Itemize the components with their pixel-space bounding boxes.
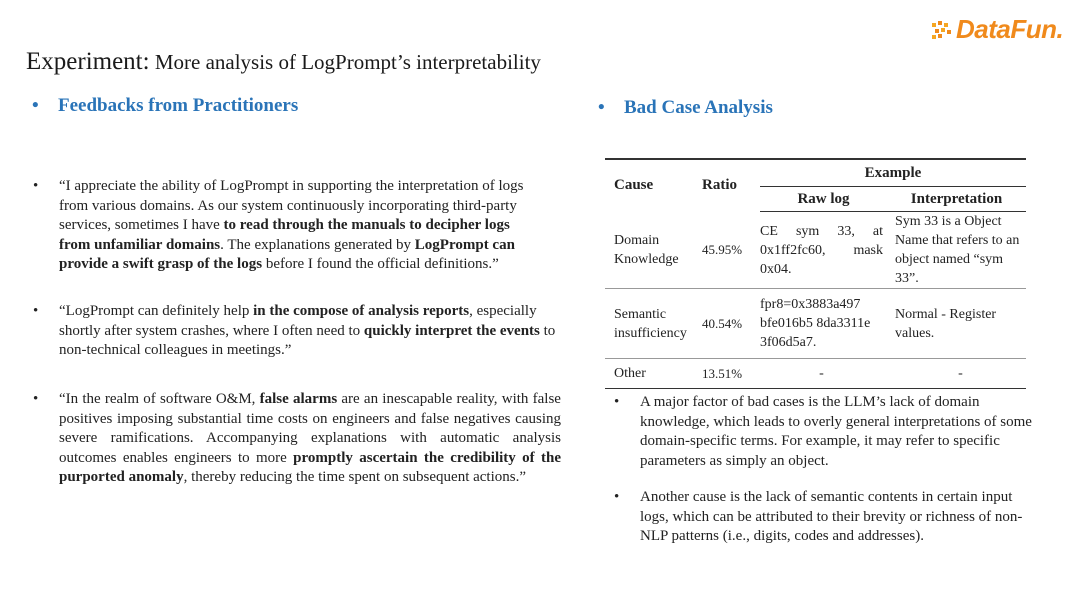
datafun-logo	[930, 14, 1063, 45]
cell-interpretation: -	[887, 359, 1026, 389]
bullet-dot: •	[614, 394, 620, 410]
cell-raw-log: -	[760, 359, 887, 389]
note-text: A major factor of bad cases is the LLM’s lack of domain knowledge, which leads to overly general interpretations of some domain-specific terms. For example, it may refer to specific parameters as simply an object.	[640, 394, 1032, 469]
cell-cause: Other	[605, 359, 702, 389]
note-item	[614, 488, 1039, 547]
page-title	[26, 40, 541, 77]
cell-raw-log: CE sym 33, at 0x1ff2fc60, mask 0x04.	[760, 212, 887, 289]
header-interpretation: Interpretation	[887, 187, 1026, 212]
cell-raw-log: fpr8=0x3883a497 bfe016b5 8da3311e 3f06d5a7.	[760, 289, 887, 359]
table-row	[605, 212, 1026, 289]
quote-segment: are an inescapable reality, with false positives imposing substantial time costs on engineers and false negatives causing severe ramifications. Accompanying explanations with automatic analysis outcomes enables engineers to more	[59, 391, 561, 466]
quote-emphasis: promptly ascertain the credibility of the purported anomaly	[59, 449, 561, 485]
quote-emphasis: to read through the manuals to decipher logs from unfamiliar domains	[59, 217, 510, 253]
note-item	[614, 393, 1034, 471]
cell-cause: Semantic insufficiency	[605, 289, 702, 359]
quote-segment: before I found the official definitions.”	[262, 256, 499, 272]
quote-emphasis: in the compose of analysis reports	[253, 303, 470, 319]
quote-emphasis: LogPrompt can provide a swift grasp of the logs	[59, 236, 515, 272]
cell-ratio: 13.51%	[702, 359, 760, 389]
bad-case-heading	[598, 97, 773, 119]
header-ratio: Ratio	[702, 159, 760, 212]
title-lead: Experiment:	[26, 48, 150, 75]
bad-case-table	[605, 158, 1026, 389]
cell-interpretation: Sym 33 is a Object Name that refers to an object named “sym 33”.	[887, 212, 1026, 289]
quote-text	[33, 390, 561, 488]
table-row	[605, 289, 1026, 359]
bullet-dot: •	[33, 303, 39, 319]
header-raw-log: Raw log	[760, 187, 887, 212]
logo-text: DataFun.	[956, 14, 1064, 44]
bad-case-heading-label: Bad Case Analysis	[624, 97, 773, 118]
quote-emphasis: false alarms	[259, 391, 338, 407]
quote-segment: , thereby reducing the time spent on subsequent actions.”	[183, 469, 527, 485]
cell-cause: Domain Knowledge	[605, 212, 702, 289]
header-cause: Cause	[605, 159, 702, 212]
bullet-dot: •	[32, 95, 39, 116]
quote-segment: “LogPrompt can definitely help	[59, 303, 254, 319]
quote-segment: “In the realm of software O&M,	[59, 391, 260, 407]
quote-segment: “I appreciate the ability of LogPrompt in supporting the interpretation of logs from various domains. As our system continuously incorporating third-party services, sometimes I have	[59, 178, 524, 233]
title-rest: More analysis of LogPrompt’s interpretability	[149, 50, 541, 74]
bullet-dot: •	[614, 489, 620, 505]
bullet-dot: •	[33, 178, 39, 194]
bullet-dot: •	[598, 97, 605, 118]
bullet-dot: •	[33, 391, 39, 407]
cell-interpretation: Normal - Register values.	[887, 289, 1026, 359]
table-row	[605, 359, 1026, 389]
header-example: Example	[760, 159, 1026, 187]
logo-dots-icon	[930, 19, 954, 41]
feedback-heading	[32, 95, 298, 117]
cell-ratio: 40.54%	[702, 289, 760, 359]
quote-segment: . The explanations generated by	[220, 236, 415, 253]
table-header-row	[605, 159, 1026, 187]
quote-item	[33, 302, 568, 361]
quote-segment: , especially shortly after system crashes, where I often need to	[59, 303, 537, 339]
quote-text	[33, 177, 538, 275]
feedback-heading-label: Feedbacks from Practitioners	[58, 95, 299, 116]
quote-item	[33, 177, 538, 275]
quote-emphasis: quickly interpret the events	[363, 322, 540, 339]
quote-text	[33, 302, 568, 361]
note-text: Another cause is the lack of semantic contents in certain input logs, which can be attributed to their brevity or richness of non-NLP patterns (i.e., digits, codes and addresses).	[640, 489, 1023, 544]
quote-item	[33, 390, 561, 488]
cell-ratio: 45.95%	[702, 212, 760, 289]
quote-segment: to non-technical colleagues in meetings.”	[59, 322, 556, 358]
